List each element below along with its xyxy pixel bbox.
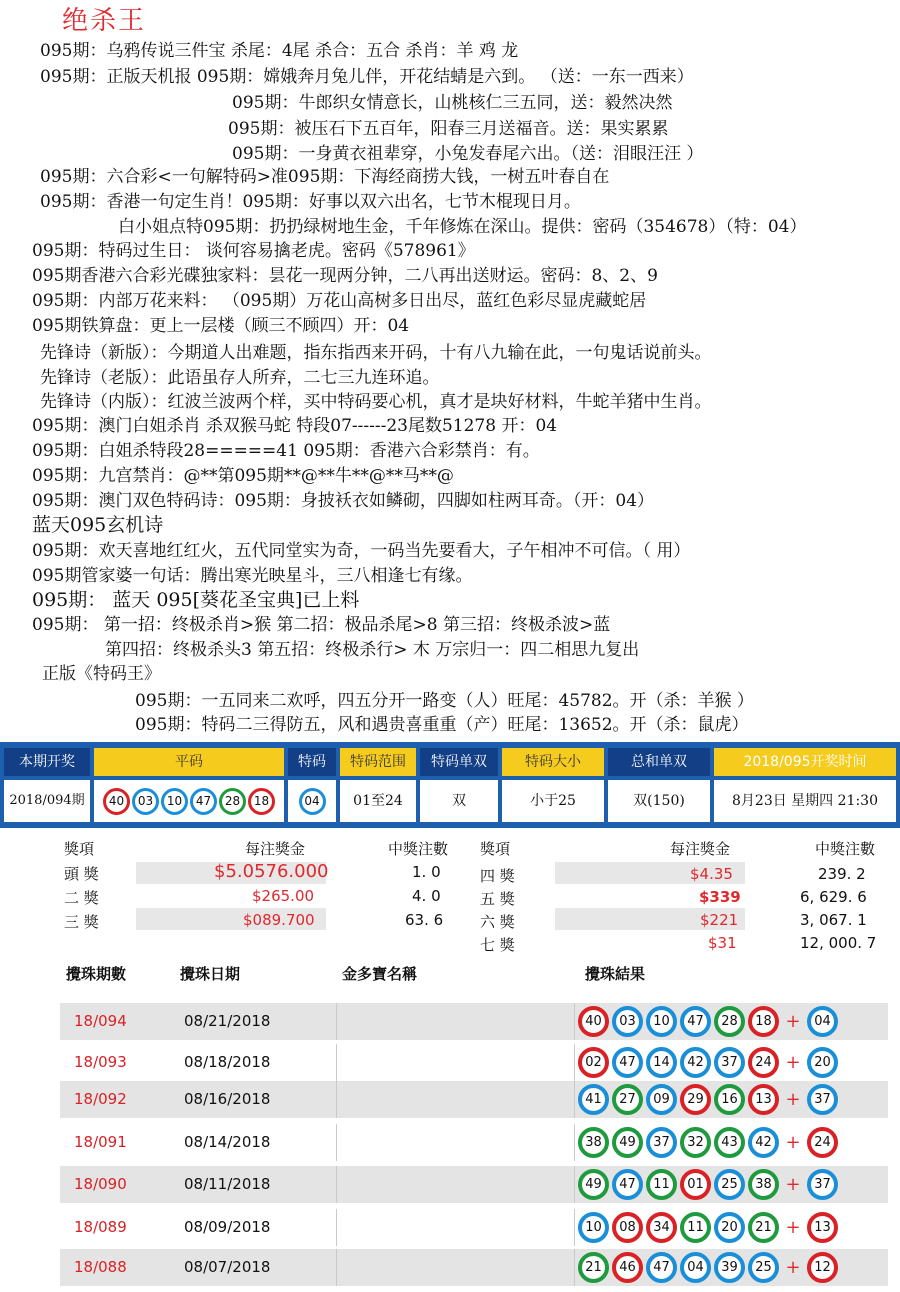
number-ball: 42 [748,1127,779,1158]
prize-header-name: 獎項 [480,840,511,858]
text-line: 095期管家婆一句话：腾出寒光映星斗，三八相逢七有缘。 [32,566,473,586]
number-ball: 40 [578,1006,609,1037]
history-date: 08/14/2018 [184,1133,271,1151]
history-result-balls [578,1047,838,1078]
prize-amount: $31 [708,934,737,952]
header-current-draw: 本期开奖 [4,748,90,776]
text-line: 095期：特码二三得防五，风和遇贵喜重重（产）旺尾：13652。开（杀：鼠虎） [135,715,749,735]
text-line: 095期：一五同来二欢呼，四五分开一路变（人）旺尾：45782。开（杀：羊猴 ） [135,691,754,711]
number-ball: 38 [578,1127,609,1158]
history-date: 08/07/2018 [184,1258,271,1276]
history-row [60,1081,888,1118]
prize-amount: $089.700 [243,911,315,929]
number-ball: 49 [612,1127,643,1158]
number-ball: 01 [680,1169,711,1200]
draw-result-panel [0,742,900,828]
number-ball: 46 [612,1252,643,1283]
prize-name: 頭 獎 [64,865,99,883]
prize-count: 239. 2 [818,865,866,883]
number-ball: 28 [714,1006,745,1037]
prize-name: 二 獎 [64,889,99,907]
number-ball: 37 [646,1127,677,1158]
history-date: 08/18/2018 [184,1053,271,1071]
column-divider [336,1044,337,1081]
prize-name: 六 獎 [480,913,515,931]
prize-name: 四 獎 [480,867,515,885]
column-divider [574,1044,575,1081]
special-number-ball: 20 [807,1047,838,1078]
column-divider [574,1081,575,1118]
number-ball: 18 [748,1006,779,1037]
text-line: 第四招：终极杀头3 第五招：终极杀行> 木 万宗归一：四二相思九复出 [105,640,640,660]
number-ball: 18 [248,788,275,815]
number-ball: 24 [748,1047,779,1078]
history-row [60,1044,888,1081]
prize-header-count: 中獎注數 [388,840,449,858]
prize-amount: $221 [700,911,739,929]
number-ball: 10 [646,1006,677,1037]
column-divider [336,1124,337,1161]
number-ball: 09 [646,1084,677,1115]
prize-header-amount: 每注獎金 [670,840,731,858]
history-issue: 18/088 [74,1258,127,1276]
header-odd-even: 特码单双 [420,748,498,776]
number-ball: 29 [680,1084,711,1115]
text-line: 095期：白姐杀特段28=====41 095期：香港六合彩禁肖：有。 [32,441,540,461]
prize-amount: $339 [699,888,741,906]
plus-sign: + [785,1011,801,1032]
special-number-ball: 12 [807,1252,838,1283]
prize-count: 3, 067. 1 [800,911,867,929]
plus-sign: + [785,1089,801,1110]
prize-header-amount: 每注獎金 [245,840,306,858]
number-ball: 28 [219,788,246,815]
number-ball: 47 [612,1047,643,1078]
text-line: 095期：一身黄衣祖辈穿，小兔发春尾六出。（送：泪眼汪汪 ） [232,144,704,164]
special-number-ball: 04 [807,1006,838,1037]
number-ball: 43 [714,1127,745,1158]
plus-sign: + [785,1257,801,1278]
prize-amount: $5.0576.000 [214,861,329,882]
prize-name: 三 獎 [64,913,99,931]
history-row [60,1003,888,1040]
number-ball: 38 [748,1169,779,1200]
number-ball: 02 [578,1047,609,1078]
column-divider [336,1003,337,1040]
number-ball: 47 [646,1252,677,1283]
number-ball: 21 [748,1212,779,1243]
number-ball: 10 [161,788,188,815]
text-line: 正版《特码王》 [42,664,161,684]
number-ball: 41 [578,1084,609,1115]
history-issue: 18/090 [74,1175,127,1193]
number-ball: 40 [103,788,130,815]
number-ball: 11 [680,1212,711,1243]
history-issue: 18/093 [74,1053,127,1071]
special-number-ball: 04 [299,788,326,815]
text-line: 先锋诗（新版）：今期道人出难题，指东指西来开码，十有八九输在此，一句鬼话说前头。 [40,343,712,363]
number-ball: 25 [714,1169,745,1200]
text-line: 095期：正版天机报 095期：嫦娥奔月兔儿伴，开花结蜻是六到。 （送：一东一西来） [40,67,694,87]
history-issue: 18/092 [74,1090,127,1108]
prize-count: 1. 0 [412,863,441,881]
text-line: 先锋诗（内版）：红波兰波两个样，买中特码要心机，真才是块好材料，牛蛇羊猪中生肖。 [40,392,712,412]
history-header-name: 金多寶名稱 [342,965,418,983]
number-ball: 42 [680,1047,711,1078]
history-header-result: 攪珠結果 [585,965,646,983]
number-ball: 34 [646,1212,677,1243]
text-line: 蓝天095玄机诗 [32,514,164,536]
history-issue: 18/089 [74,1218,127,1236]
history-date: 08/09/2018 [184,1218,271,1236]
text-line: 095期：欢天喜地红红火，五代同堂实为奇，一码当先要看大，子午相冲不可信。（ 用） [32,541,691,561]
text-line: 095期：澳门白姐杀肖 杀双猴马蛇 特段07------23尾数51278 开：04 [32,416,558,436]
text-line: 095期：香港一句定生肖！095期：好事以双六出名，七节木棍现日月。 [40,192,581,212]
number-ball: 25 [748,1252,779,1283]
header-next-draw-time: 2018/095开奖时间 [714,748,896,776]
text-line: 095期：特码过生日： 谈何容易擒老虎。密码《578961》 [32,241,475,261]
page-title: 绝杀王 [62,6,147,36]
number-ball: 03 [612,1006,643,1037]
history-issue: 18/094 [74,1012,127,1030]
header-special-range: 特码范围 [340,748,416,776]
number-ball: 13 [748,1084,779,1115]
history-result-balls [578,1212,838,1243]
text-line: 095期：内部万花来料： （095期）万花山高树多日出尽，蓝红色彩尽显虎藏蛇居 [32,291,647,311]
column-divider [574,1249,575,1286]
text-line: 095期：九宫禁肖：@**第095期**@**牛**@**马**@ [32,466,454,486]
history-result-balls [578,1006,838,1037]
special-ball-cell [288,780,336,822]
prize-name: 七 獎 [480,936,515,954]
number-ball: 11 [646,1169,677,1200]
number-ball: 49 [578,1169,609,1200]
prize-count: 4. 0 [412,887,441,905]
number-ball: 37 [714,1047,745,1078]
prize-count: 12, 000. 7 [800,934,877,952]
text-line: 095期香港六合彩光碟独家料：昙花一现两分钟，二八再出送财运。密码：8、2、9 [32,266,658,286]
history-header-issue: 攪珠期數 [66,965,127,983]
column-divider [336,1209,337,1246]
number-ball: 16 [714,1084,745,1115]
number-ball: 14 [646,1047,677,1078]
history-header-date: 攪珠日期 [180,965,241,983]
number-ball: 27 [612,1084,643,1115]
sum-value: 双(150) [608,780,710,822]
column-divider [574,1209,575,1246]
plus-sign: + [785,1217,801,1238]
number-ball: 08 [612,1212,643,1243]
history-date: 08/11/2018 [184,1175,271,1193]
column-divider [574,1003,575,1040]
number-ball: 47 [612,1169,643,1200]
text-line: 095期：被压石下五百年，阳春三月送福音。送：果实累累 [228,119,669,139]
history-issue: 18/091 [74,1133,127,1151]
number-ball: 39 [714,1252,745,1283]
history-row [60,1124,888,1161]
number-ball: 32 [680,1127,711,1158]
prize-count: 6, 629. 6 [800,888,867,906]
text-line: 先锋诗（老版）：此语虽存人所弃，二七三九连环追。 [40,368,440,388]
big-small-value: 小于25 [502,780,604,822]
prize-count: 63. 6 [405,911,444,929]
history-row [60,1249,888,1286]
text-line: 095期： 第一招：终极杀肖>猴 第二招：极品杀尾>8 第三招：终极杀波>蓝 [32,615,611,635]
header-sum-odd-even: 总和单双 [608,748,710,776]
column-divider [336,1249,337,1286]
prize-amount: $265.00 [252,887,315,905]
number-ball: 20 [714,1212,745,1243]
column-divider [574,1124,575,1161]
text-line: 095期：乌鸦传说三件宝 杀尾：4尾 杀合：五合 杀肖：羊 鸡 龙 [40,41,519,61]
history-result-balls [578,1127,838,1158]
normal-balls [94,780,284,822]
history-result-balls [578,1169,838,1200]
prize-name: 五 獎 [480,890,515,908]
number-ball: 47 [680,1006,711,1037]
header-big-small: 特码大小 [502,748,604,776]
number-ball: 10 [578,1212,609,1243]
number-ball: 47 [190,788,217,815]
column-divider [574,1166,575,1203]
prize-header-name: 獎項 [64,840,95,858]
history-result-balls [578,1084,838,1115]
history-result-balls [578,1252,838,1283]
text-line: 095期：牛郎织女情意长，山桃核仁三五同，送：毅然决然 [232,93,673,113]
number-ball: 04 [680,1252,711,1283]
special-number-ball: 13 [807,1212,838,1243]
plus-sign: + [785,1052,801,1073]
special-range-value: 01至24 [340,780,416,822]
current-issue: 2018/094期 [4,780,90,822]
odd-even-value: 双 [420,780,498,822]
text-line: 095期铁算盘：更上一层楼（顾三不顾四）开：04 [32,316,410,336]
history-date: 08/16/2018 [184,1090,271,1108]
text-line: 095期：六合彩<一句解特码>准095期：下海经商捞大钱，一树五叶春自在 [40,167,610,187]
prize-amount: $4.35 [690,865,733,883]
column-divider [336,1081,337,1118]
number-ball: 03 [132,788,159,815]
plus-sign: + [785,1132,801,1153]
number-ball: 21 [578,1252,609,1283]
prize-header-count: 中獎注數 [815,840,876,858]
text-line: 095期： 蓝天 095[葵花圣宝典]已上料 [32,589,360,611]
special-number-ball: 24 [807,1127,838,1158]
column-divider [336,1166,337,1203]
history-row [60,1209,888,1246]
header-normal-numbers: 平码 [94,748,284,776]
text-line: 095期：澳门双色特码诗：095期：身披袄衣如鳞砌，四脚如柱两耳奇。（开：04） [32,491,655,511]
special-number-ball: 37 [807,1084,838,1115]
next-draw-time-value: 8月23日 星期四 21:30 [714,780,896,822]
header-special-number: 特码 [288,748,336,776]
plus-sign: + [785,1174,801,1195]
text-line: 白小姐点特095期：扔扔绿树地生金，千年修炼在深山。提供：密码（354678）（特：04） [118,217,807,237]
special-number-ball: 37 [807,1169,838,1200]
history-date: 08/21/2018 [184,1012,271,1030]
history-row [60,1166,888,1203]
